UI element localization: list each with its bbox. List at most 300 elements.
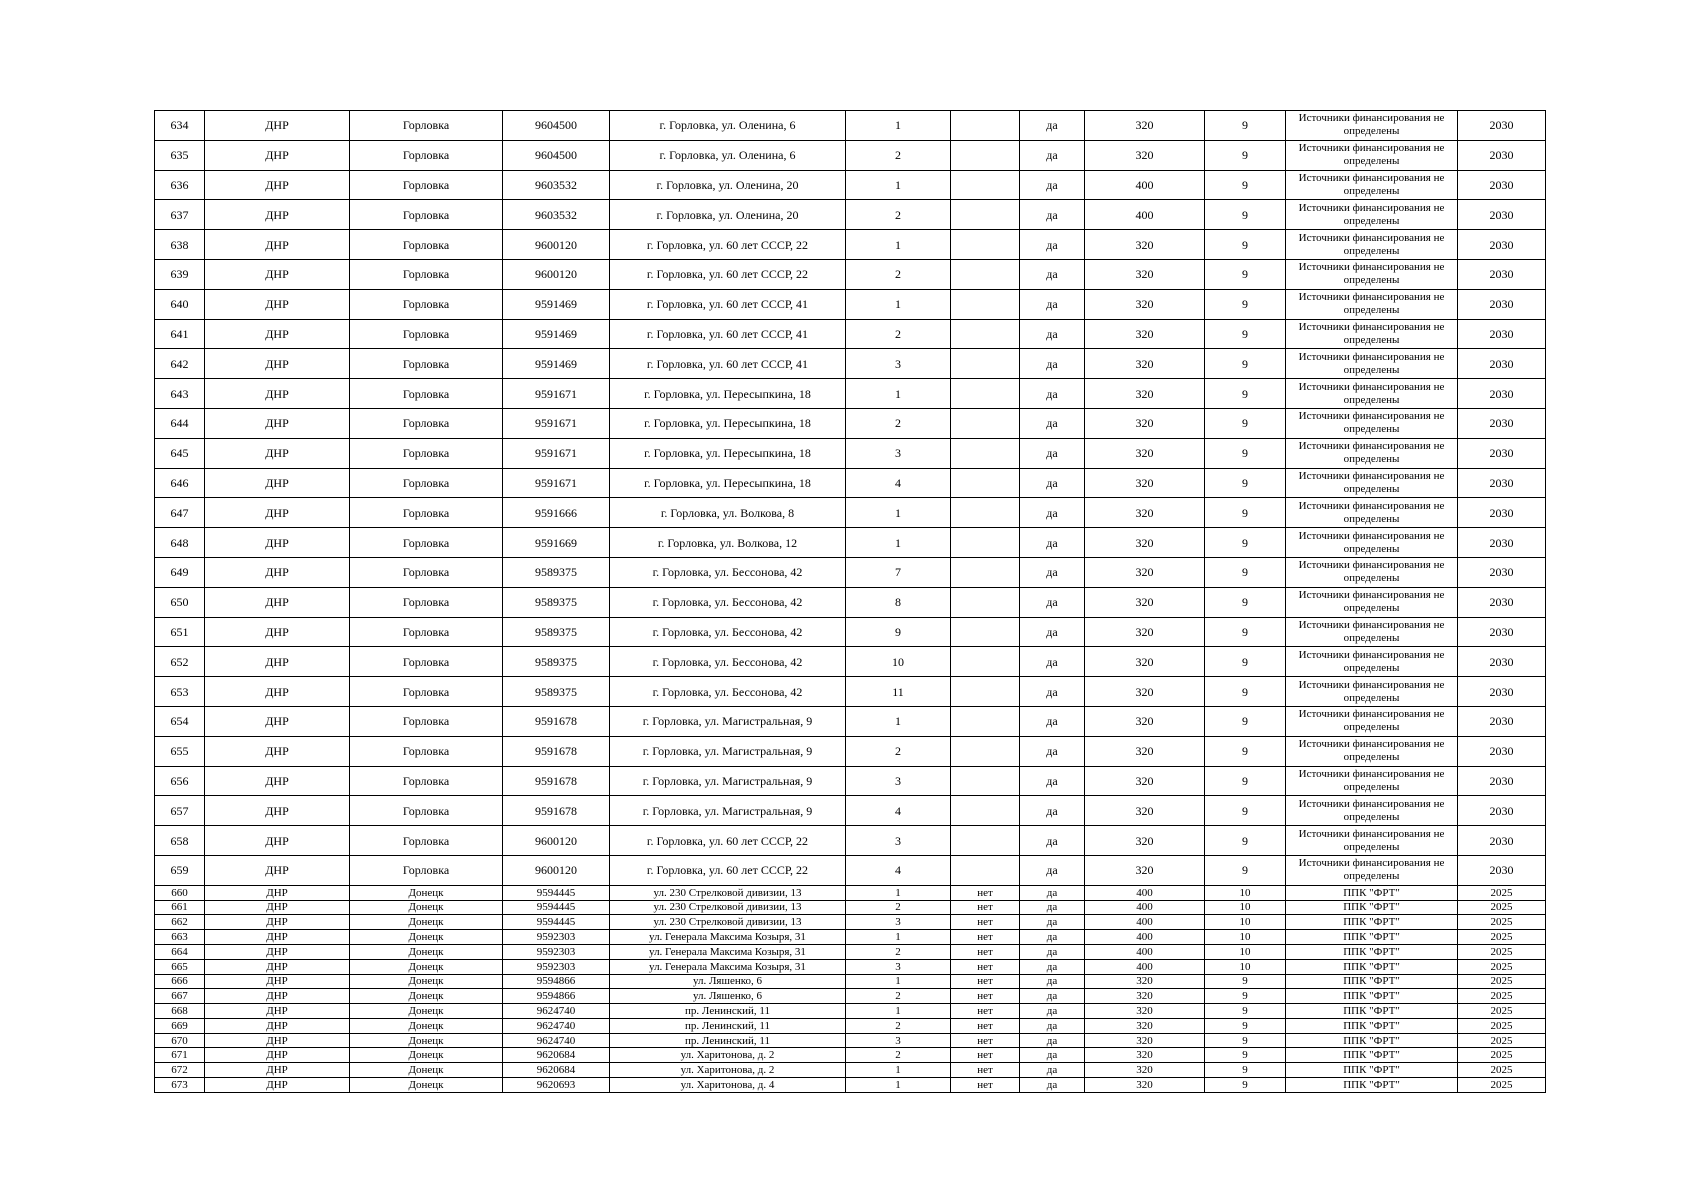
value-b-cell: 9 bbox=[1205, 438, 1286, 468]
item-number-cell: 8 bbox=[846, 587, 951, 617]
region-cell: ДНР bbox=[205, 140, 350, 170]
year-cell: 2025 bbox=[1458, 1078, 1546, 1093]
financing-source-cell: Источники финансирования не определены bbox=[1286, 200, 1458, 230]
flag-a-cell bbox=[951, 319, 1020, 349]
value-a-cell: 320 bbox=[1085, 230, 1205, 260]
region-cell: ДНР bbox=[205, 1033, 350, 1048]
financing-source-cell: ППК "ФРТ" bbox=[1286, 1048, 1458, 1063]
row-number-cell: 642 bbox=[155, 349, 205, 379]
item-number-cell: 3 bbox=[846, 1033, 951, 1048]
object-code-cell: 9592303 bbox=[503, 930, 610, 945]
address-cell: пр. Ленинский, 11 bbox=[610, 1018, 846, 1033]
row-number-cell: 673 bbox=[155, 1078, 205, 1093]
flag-a-cell bbox=[951, 379, 1020, 409]
address-cell: ул. Ляшенко, 6 bbox=[610, 974, 846, 989]
row-number-cell: 664 bbox=[155, 944, 205, 959]
flag-a-cell bbox=[951, 587, 1020, 617]
row-number-cell: 653 bbox=[155, 677, 205, 707]
object-code-cell: 9624740 bbox=[503, 1018, 610, 1033]
financing-source-cell: Источники финансирования не определены bbox=[1286, 349, 1458, 379]
value-b-cell: 9 bbox=[1205, 1048, 1286, 1063]
city-cell: Горловка bbox=[350, 617, 503, 647]
value-b-cell: 9 bbox=[1205, 1004, 1286, 1019]
value-b-cell: 9 bbox=[1205, 647, 1286, 677]
financing-source-cell: Источники финансирования не определены bbox=[1286, 111, 1458, 141]
flag-a-cell bbox=[951, 289, 1020, 319]
region-cell: ДНР bbox=[205, 900, 350, 915]
value-b-cell: 9 bbox=[1205, 826, 1286, 856]
region-cell: ДНР bbox=[205, 259, 350, 289]
year-cell: 2030 bbox=[1458, 259, 1546, 289]
value-a-cell: 320 bbox=[1085, 826, 1205, 856]
address-cell: г. Горловка, ул. 60 лет СССР, 41 bbox=[610, 289, 846, 319]
value-b-cell: 9 bbox=[1205, 1033, 1286, 1048]
value-a-cell: 320 bbox=[1085, 766, 1205, 796]
flag-b-cell: да bbox=[1020, 319, 1085, 349]
region-cell: ДНР bbox=[205, 319, 350, 349]
value-b-cell: 9 bbox=[1205, 557, 1286, 587]
value-b-cell: 10 bbox=[1205, 944, 1286, 959]
year-cell: 2030 bbox=[1458, 587, 1546, 617]
address-cell: г. Горловка, ул. Бессонова, 42 bbox=[610, 587, 846, 617]
value-a-cell: 400 bbox=[1085, 170, 1205, 200]
flag-a-cell bbox=[951, 826, 1020, 856]
value-a-cell: 320 bbox=[1085, 647, 1205, 677]
city-cell: Горловка bbox=[350, 766, 503, 796]
object-code-cell: 9591469 bbox=[503, 349, 610, 379]
flag-a-cell bbox=[951, 170, 1020, 200]
value-a-cell: 320 bbox=[1085, 1033, 1205, 1048]
region-cell: ДНР bbox=[205, 438, 350, 468]
document-table bbox=[154, 110, 1546, 1093]
flag-b-cell: да bbox=[1020, 706, 1085, 736]
flag-b-cell: да bbox=[1020, 111, 1085, 141]
object-code-cell: 9591678 bbox=[503, 796, 610, 826]
address-cell: г. Горловка, ул. Волкова, 12 bbox=[610, 528, 846, 558]
year-cell: 2030 bbox=[1458, 319, 1546, 349]
item-number-cell: 3 bbox=[846, 959, 951, 974]
value-a-cell: 400 bbox=[1085, 959, 1205, 974]
table-row bbox=[155, 974, 1546, 989]
value-a-cell: 400 bbox=[1085, 885, 1205, 900]
object-code-cell: 9603532 bbox=[503, 200, 610, 230]
row-number-cell: 640 bbox=[155, 289, 205, 319]
address-cell: г. Горловка, ул. Бессонова, 42 bbox=[610, 647, 846, 677]
row-number-cell: 671 bbox=[155, 1048, 205, 1063]
address-cell: ул. Харитонова, д. 4 bbox=[610, 1078, 846, 1093]
object-code-cell: 9591678 bbox=[503, 766, 610, 796]
year-cell: 2030 bbox=[1458, 289, 1546, 319]
flag-b-cell: да bbox=[1020, 587, 1085, 617]
table-row bbox=[155, 944, 1546, 959]
object-code-cell: 9600120 bbox=[503, 826, 610, 856]
flag-b-cell: да bbox=[1020, 438, 1085, 468]
table-row bbox=[155, 111, 1546, 141]
year-cell: 2025 bbox=[1458, 915, 1546, 930]
address-cell: г. Горловка, ул. Бессонова, 42 bbox=[610, 617, 846, 647]
value-a-cell: 320 bbox=[1085, 1048, 1205, 1063]
flag-a-cell bbox=[951, 706, 1020, 736]
row-number-cell: 635 bbox=[155, 140, 205, 170]
value-b-cell: 9 bbox=[1205, 230, 1286, 260]
year-cell: 2030 bbox=[1458, 647, 1546, 677]
address-cell: ул. Генерала Максима Козыря, 31 bbox=[610, 930, 846, 945]
table-row bbox=[155, 587, 1546, 617]
year-cell: 2030 bbox=[1458, 111, 1546, 141]
value-a-cell: 320 bbox=[1085, 736, 1205, 766]
value-b-cell: 9 bbox=[1205, 200, 1286, 230]
region-cell: ДНР bbox=[205, 1078, 350, 1093]
object-code-cell: 9603532 bbox=[503, 170, 610, 200]
city-cell: Горловка bbox=[350, 259, 503, 289]
flag-b-cell: да bbox=[1020, 677, 1085, 707]
value-a-cell: 320 bbox=[1085, 528, 1205, 558]
address-cell: г. Горловка, ул. Пересыпкина, 18 bbox=[610, 468, 846, 498]
value-a-cell: 320 bbox=[1085, 319, 1205, 349]
region-cell: ДНР bbox=[205, 1004, 350, 1019]
region-cell: ДНР bbox=[205, 706, 350, 736]
city-cell: Горловка bbox=[350, 736, 503, 766]
address-cell: ул. 230 Стрелковой дивизии, 13 bbox=[610, 900, 846, 915]
flag-b-cell: да bbox=[1020, 900, 1085, 915]
flag-b-cell: да bbox=[1020, 1018, 1085, 1033]
financing-source-cell: ППК "ФРТ" bbox=[1286, 1033, 1458, 1048]
table-row bbox=[155, 289, 1546, 319]
object-code-cell: 9589375 bbox=[503, 617, 610, 647]
flag-a-cell: нет bbox=[951, 1018, 1020, 1033]
financing-source-cell: Источники финансирования не определены bbox=[1286, 170, 1458, 200]
year-cell: 2030 bbox=[1458, 796, 1546, 826]
address-cell: г. Горловка, ул. Бессонова, 42 bbox=[610, 557, 846, 587]
value-a-cell: 320 bbox=[1085, 379, 1205, 409]
address-cell: ул. 230 Стрелковой дивизии, 13 bbox=[610, 885, 846, 900]
region-cell: ДНР bbox=[205, 528, 350, 558]
row-number-cell: 643 bbox=[155, 379, 205, 409]
row-number-cell: 665 bbox=[155, 959, 205, 974]
item-number-cell: 1 bbox=[846, 111, 951, 141]
object-code-cell: 9594866 bbox=[503, 974, 610, 989]
value-a-cell: 320 bbox=[1085, 438, 1205, 468]
flag-a-cell bbox=[951, 230, 1020, 260]
financing-source-cell: Источники финансирования не определены bbox=[1286, 289, 1458, 319]
flag-a-cell bbox=[951, 647, 1020, 677]
financing-source-cell: Источники финансирования не определены bbox=[1286, 438, 1458, 468]
flag-b-cell: да bbox=[1020, 826, 1085, 856]
address-cell: г. Горловка, ул. 60 лет СССР, 41 bbox=[610, 349, 846, 379]
item-number-cell: 4 bbox=[846, 855, 951, 885]
flag-b-cell: да bbox=[1020, 944, 1085, 959]
year-cell: 2030 bbox=[1458, 498, 1546, 528]
region-cell: ДНР bbox=[205, 677, 350, 707]
value-a-cell: 320 bbox=[1085, 1018, 1205, 1033]
value-a-cell: 320 bbox=[1085, 1063, 1205, 1078]
object-code-cell: 9604500 bbox=[503, 140, 610, 170]
table-row bbox=[155, 959, 1546, 974]
object-code-cell: 9594445 bbox=[503, 885, 610, 900]
row-number-cell: 663 bbox=[155, 930, 205, 945]
city-cell: Горловка bbox=[350, 498, 503, 528]
value-a-cell: 400 bbox=[1085, 900, 1205, 915]
item-number-cell: 2 bbox=[846, 408, 951, 438]
flag-b-cell: да bbox=[1020, 1063, 1085, 1078]
table-row bbox=[155, 408, 1546, 438]
flag-a-cell bbox=[951, 528, 1020, 558]
flag-a-cell bbox=[951, 736, 1020, 766]
value-a-cell: 320 bbox=[1085, 349, 1205, 379]
city-cell: Донецк bbox=[350, 1063, 503, 1078]
flag-a-cell: нет bbox=[951, 885, 1020, 900]
object-code-cell: 9594445 bbox=[503, 900, 610, 915]
table-row bbox=[155, 1004, 1546, 1019]
item-number-cell: 1 bbox=[846, 289, 951, 319]
flag-b-cell: да bbox=[1020, 766, 1085, 796]
city-cell: Горловка bbox=[350, 438, 503, 468]
table-row bbox=[155, 736, 1546, 766]
financing-source-cell: ППК "ФРТ" bbox=[1286, 1078, 1458, 1093]
address-cell: г. Горловка, ул. Оленина, 20 bbox=[610, 200, 846, 230]
item-number-cell: 2 bbox=[846, 259, 951, 289]
region-cell: ДНР bbox=[205, 974, 350, 989]
financing-source-cell: Источники финансирования не определены bbox=[1286, 587, 1458, 617]
financing-source-cell: ППК "ФРТ" bbox=[1286, 959, 1458, 974]
value-b-cell: 10 bbox=[1205, 900, 1286, 915]
flag-a-cell bbox=[951, 408, 1020, 438]
flag-b-cell: да bbox=[1020, 1078, 1085, 1093]
row-number-cell: 662 bbox=[155, 915, 205, 930]
flag-a-cell bbox=[951, 796, 1020, 826]
value-b-cell: 9 bbox=[1205, 706, 1286, 736]
value-a-cell: 320 bbox=[1085, 706, 1205, 736]
flag-b-cell: да bbox=[1020, 855, 1085, 885]
flag-a-cell bbox=[951, 438, 1020, 468]
city-cell: Горловка bbox=[350, 140, 503, 170]
year-cell: 2025 bbox=[1458, 1018, 1546, 1033]
item-number-cell: 1 bbox=[846, 1004, 951, 1019]
table-row bbox=[155, 1018, 1546, 1033]
object-code-cell: 9589375 bbox=[503, 587, 610, 617]
item-number-cell: 4 bbox=[846, 796, 951, 826]
object-code-cell: 9589375 bbox=[503, 677, 610, 707]
financing-source-cell: Источники финансирования не определены bbox=[1286, 617, 1458, 647]
city-cell: Горловка bbox=[350, 408, 503, 438]
object-code-cell: 9624740 bbox=[503, 1004, 610, 1019]
financing-source-cell: Источники финансирования не определены bbox=[1286, 766, 1458, 796]
row-number-cell: 657 bbox=[155, 796, 205, 826]
region-cell: ДНР bbox=[205, 349, 350, 379]
item-number-cell: 1 bbox=[846, 885, 951, 900]
value-a-cell: 400 bbox=[1085, 915, 1205, 930]
region-cell: ДНР bbox=[205, 959, 350, 974]
flag-b-cell: да bbox=[1020, 1004, 1085, 1019]
year-cell: 2025 bbox=[1458, 885, 1546, 900]
year-cell: 2030 bbox=[1458, 855, 1546, 885]
object-code-cell: 9600120 bbox=[503, 259, 610, 289]
city-cell: Горловка bbox=[350, 111, 503, 141]
region-cell: ДНР bbox=[205, 944, 350, 959]
value-b-cell: 9 bbox=[1205, 170, 1286, 200]
region-cell: ДНР bbox=[205, 989, 350, 1004]
region-cell: ДНР bbox=[205, 468, 350, 498]
table-row bbox=[155, 1078, 1546, 1093]
city-cell: Донецк bbox=[350, 930, 503, 945]
city-cell: Горловка bbox=[350, 587, 503, 617]
row-number-cell: 672 bbox=[155, 1063, 205, 1078]
item-number-cell: 2 bbox=[846, 900, 951, 915]
value-a-cell: 400 bbox=[1085, 930, 1205, 945]
row-number-cell: 646 bbox=[155, 468, 205, 498]
value-b-cell: 9 bbox=[1205, 617, 1286, 647]
region-cell: ДНР bbox=[205, 111, 350, 141]
value-a-cell: 320 bbox=[1085, 855, 1205, 885]
financing-source-cell: Источники финансирования не определены bbox=[1286, 230, 1458, 260]
row-number-cell: 666 bbox=[155, 974, 205, 989]
object-code-cell: 9594445 bbox=[503, 915, 610, 930]
flag-b-cell: да bbox=[1020, 498, 1085, 528]
table-row bbox=[155, 885, 1546, 900]
financing-source-cell: ППК "ФРТ" bbox=[1286, 1063, 1458, 1078]
year-cell: 2030 bbox=[1458, 230, 1546, 260]
item-number-cell: 9 bbox=[846, 617, 951, 647]
table-row bbox=[155, 900, 1546, 915]
object-code-cell: 9591678 bbox=[503, 706, 610, 736]
financing-source-cell: Источники финансирования не определены bbox=[1286, 498, 1458, 528]
flag-a-cell: нет bbox=[951, 1048, 1020, 1063]
year-cell: 2025 bbox=[1458, 930, 1546, 945]
flag-b-cell: да bbox=[1020, 736, 1085, 766]
object-code-cell: 9591666 bbox=[503, 498, 610, 528]
item-number-cell: 1 bbox=[846, 379, 951, 409]
item-number-cell: 1 bbox=[846, 1063, 951, 1078]
object-code-cell: 9589375 bbox=[503, 557, 610, 587]
city-cell: Горловка bbox=[350, 557, 503, 587]
address-cell: г. Горловка, ул. Оленина, 20 bbox=[610, 170, 846, 200]
row-number-cell: 659 bbox=[155, 855, 205, 885]
item-number-cell: 10 bbox=[846, 647, 951, 677]
table-row bbox=[155, 855, 1546, 885]
region-cell: ДНР bbox=[205, 736, 350, 766]
region-cell: ДНР bbox=[205, 289, 350, 319]
address-cell: г. Горловка, ул. 60 лет СССР, 41 bbox=[610, 319, 846, 349]
table-row bbox=[155, 796, 1546, 826]
object-code-cell: 9620684 bbox=[503, 1063, 610, 1078]
financing-source-cell: Источники финансирования не определены bbox=[1286, 379, 1458, 409]
value-a-cell: 320 bbox=[1085, 140, 1205, 170]
city-cell: Горловка bbox=[350, 647, 503, 677]
value-a-cell: 320 bbox=[1085, 468, 1205, 498]
city-cell: Горловка bbox=[350, 379, 503, 409]
flag-a-cell bbox=[951, 677, 1020, 707]
table-row bbox=[155, 1033, 1546, 1048]
value-b-cell: 9 bbox=[1205, 974, 1286, 989]
financing-source-cell: Источники финансирования не определены bbox=[1286, 528, 1458, 558]
financing-source-cell: Источники финансирования не определены bbox=[1286, 796, 1458, 826]
address-cell: г. Горловка, ул. Оленина, 6 bbox=[610, 111, 846, 141]
value-b-cell: 10 bbox=[1205, 930, 1286, 945]
flag-b-cell: да bbox=[1020, 557, 1085, 587]
address-cell: г. Горловка, ул. Магистральная, 9 bbox=[610, 736, 846, 766]
flag-a-cell: нет bbox=[951, 959, 1020, 974]
region-cell: ДНР bbox=[205, 379, 350, 409]
value-a-cell: 320 bbox=[1085, 974, 1205, 989]
row-number-cell: 670 bbox=[155, 1033, 205, 1048]
value-b-cell: 10 bbox=[1205, 885, 1286, 900]
item-number-cell: 7 bbox=[846, 557, 951, 587]
item-number-cell: 4 bbox=[846, 468, 951, 498]
city-cell: Донецк bbox=[350, 1018, 503, 1033]
city-cell: Донецк bbox=[350, 885, 503, 900]
value-a-cell: 320 bbox=[1085, 587, 1205, 617]
city-cell: Горловка bbox=[350, 349, 503, 379]
flag-a-cell bbox=[951, 617, 1020, 647]
city-cell: Донецк bbox=[350, 1004, 503, 1019]
object-code-cell: 9604500 bbox=[503, 111, 610, 141]
city-cell: Горловка bbox=[350, 677, 503, 707]
financing-source-cell: ППК "ФРТ" bbox=[1286, 1018, 1458, 1033]
address-cell: г. Горловка, ул. Пересыпкина, 18 bbox=[610, 408, 846, 438]
flag-b-cell: да bbox=[1020, 140, 1085, 170]
table-row bbox=[155, 557, 1546, 587]
item-number-cell: 3 bbox=[846, 766, 951, 796]
financing-source-cell: Источники финансирования не определены bbox=[1286, 259, 1458, 289]
region-cell: ДНР bbox=[205, 915, 350, 930]
row-number-cell: 650 bbox=[155, 587, 205, 617]
value-b-cell: 9 bbox=[1205, 766, 1286, 796]
flag-b-cell: да bbox=[1020, 974, 1085, 989]
object-code-cell: 9591671 bbox=[503, 468, 610, 498]
object-code-cell: 9591671 bbox=[503, 408, 610, 438]
row-number-cell: 644 bbox=[155, 408, 205, 438]
table-row bbox=[155, 259, 1546, 289]
year-cell: 2030 bbox=[1458, 349, 1546, 379]
table-row bbox=[155, 766, 1546, 796]
address-cell: г. Горловка, ул. Магистральная, 9 bbox=[610, 766, 846, 796]
table-row bbox=[155, 1063, 1546, 1078]
flag-b-cell: да bbox=[1020, 408, 1085, 438]
flag-b-cell: да bbox=[1020, 1033, 1085, 1048]
value-b-cell: 9 bbox=[1205, 498, 1286, 528]
value-b-cell: 9 bbox=[1205, 319, 1286, 349]
region-cell: ДНР bbox=[205, 1048, 350, 1063]
value-b-cell: 9 bbox=[1205, 989, 1286, 1004]
table-row bbox=[155, 617, 1546, 647]
table-row bbox=[155, 230, 1546, 260]
flag-a-cell bbox=[951, 855, 1020, 885]
table-row bbox=[155, 677, 1546, 707]
object-code-cell: 9600120 bbox=[503, 855, 610, 885]
item-number-cell: 2 bbox=[846, 319, 951, 349]
table-row bbox=[155, 930, 1546, 945]
year-cell: 2030 bbox=[1458, 200, 1546, 230]
address-cell: пр. Ленинский, 11 bbox=[610, 1033, 846, 1048]
value-a-cell: 400 bbox=[1085, 200, 1205, 230]
city-cell: Горловка bbox=[350, 826, 503, 856]
row-number-cell: 667 bbox=[155, 989, 205, 1004]
financing-source-cell: Источники финансирования не определены bbox=[1286, 319, 1458, 349]
address-cell: г. Горловка, ул. 60 лет СССР, 22 bbox=[610, 855, 846, 885]
flag-b-cell: да bbox=[1020, 1048, 1085, 1063]
object-code-cell: 9591671 bbox=[503, 438, 610, 468]
address-cell: ул. Ляшенко, 6 bbox=[610, 989, 846, 1004]
city-cell: Горловка bbox=[350, 528, 503, 558]
value-a-cell: 320 bbox=[1085, 796, 1205, 826]
city-cell: Донецк bbox=[350, 959, 503, 974]
year-cell: 2025 bbox=[1458, 1033, 1546, 1048]
item-number-cell: 2 bbox=[846, 944, 951, 959]
object-code-cell: 9620684 bbox=[503, 1048, 610, 1063]
flag-a-cell: нет bbox=[951, 930, 1020, 945]
flag-b-cell: да bbox=[1020, 289, 1085, 319]
flag-a-cell bbox=[951, 111, 1020, 141]
